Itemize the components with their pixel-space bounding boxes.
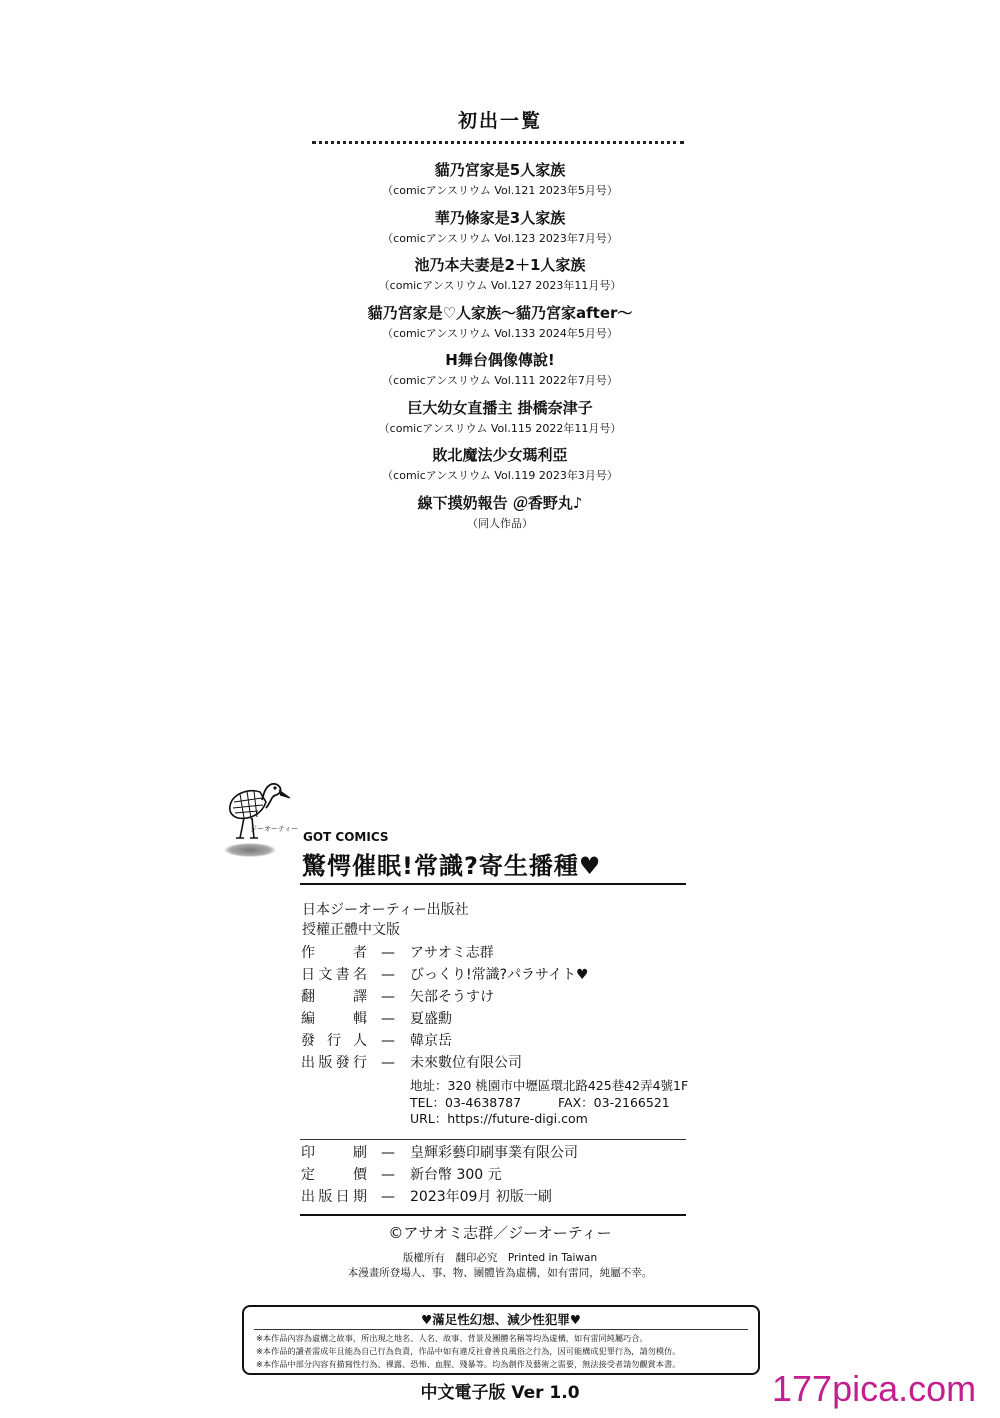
address-block bbox=[410, 1078, 688, 1128]
row-value: 夏盛勳 bbox=[410, 1011, 452, 1027]
work-title: 貓乃宮家是5人家族 bbox=[434, 161, 566, 179]
row-label: 出版日期 bbox=[301, 1189, 367, 1205]
logo-shadow bbox=[224, 843, 276, 857]
row-value: 2023年09月 初版一刷 bbox=[410, 1189, 552, 1205]
rights-block bbox=[300, 1251, 700, 1281]
list-item bbox=[300, 442, 700, 490]
book-title: 驚愕催眠!常識?寄生播種♥ bbox=[302, 852, 602, 880]
notice-divider bbox=[254, 1329, 748, 1330]
dotted-divider bbox=[312, 141, 684, 144]
works-list bbox=[300, 157, 700, 537]
row-dash: — bbox=[381, 1189, 395, 1205]
website-url: URL：https://future-digi.com bbox=[410, 1111, 588, 1126]
work-source: （同人作品） bbox=[467, 516, 533, 530]
notice-line: ※本作品的讀者需成年且能為自己行為負責，作品中如有違反社會善良風俗之行為，因可能構成犯罪行為，請勿模仿。 bbox=[256, 1346, 681, 1356]
work-source: （comicアンスリウム Vol.123 2023年7月号） bbox=[382, 231, 618, 245]
row-value: 皇輝彩藝印刷事業有限公司 bbox=[410, 1145, 578, 1161]
list-item bbox=[300, 157, 700, 205]
row-value: アサオミ志群 bbox=[410, 945, 494, 961]
row-value: 新台幣 300 元 bbox=[410, 1167, 502, 1183]
first-appearance-section bbox=[300, 106, 700, 136]
row-dash: — bbox=[381, 1033, 395, 1049]
work-title: 華乃條家是3人家族 bbox=[434, 208, 566, 227]
list-item bbox=[300, 347, 700, 395]
license-note: 授權正體中文版 bbox=[302, 922, 400, 938]
work-source: （comicアンスリウム Vol.121 2023年5月号） bbox=[382, 184, 618, 197]
first-appearance-heading: 初出一覧 bbox=[457, 110, 542, 132]
logo-label: ジーオーティー bbox=[250, 825, 299, 833]
fiction-disclaimer: 本漫畫所登場人、事、物、團體皆為虛構，如有雷同，純屬不幸。 bbox=[347, 1267, 653, 1279]
list-item bbox=[300, 300, 700, 348]
tel-number: TEL：03-4638787 bbox=[410, 1094, 522, 1110]
row-label: 翻譯 bbox=[301, 989, 367, 1005]
site-watermark: 177pica.com bbox=[772, 1368, 977, 1409]
work-title: 池乃本夫妻是2＋1人家族 bbox=[414, 256, 586, 274]
row-label: 印刷 bbox=[301, 1145, 367, 1161]
row-value: 未來數位有限公司 bbox=[410, 1055, 522, 1071]
notice-title: ♥滿足性幻想、減少性犯罪♥ bbox=[421, 1312, 581, 1327]
publisher-name: 日本ジーオーティー出版社 bbox=[302, 902, 469, 918]
notice-line: ※本作品內容為虛構之故事，所出現之地名、人名、故事、背景及團體名稱等均為虛構，如有雷同純屬巧合。 bbox=[256, 1333, 648, 1343]
row-dash: — bbox=[381, 1011, 395, 1027]
row-label: 編輯 bbox=[301, 1011, 367, 1027]
work-title: 線下摸奶報告 ＠香野丸♪ bbox=[417, 493, 583, 512]
list-item bbox=[300, 395, 700, 443]
row-label: 出版發行 bbox=[301, 1055, 367, 1071]
work-source: （comicアンスリウム Vol.133 2024年5月号） bbox=[382, 326, 618, 340]
row-value: 矢部そうすけ bbox=[410, 989, 494, 1005]
work-source: （comicアンスリウム Vol.111 2022年7月号） bbox=[382, 374, 618, 387]
row-label: 定價 bbox=[301, 1167, 367, 1183]
work-source: （comicアンスリウム Vol.119 2023年3月号） bbox=[382, 469, 618, 482]
work-title: H舞台偶像傳說! bbox=[445, 351, 555, 369]
work-title: 貓乃宮家是♡人家族～貓乃宮家after～ bbox=[367, 303, 633, 322]
row-dash: — bbox=[381, 1167, 395, 1183]
copyright-line: ©アサオミ志群／ジーオーティー bbox=[388, 1224, 612, 1242]
series-name: GOT COMICS bbox=[303, 830, 389, 844]
publisher-block bbox=[302, 900, 469, 940]
list-item bbox=[300, 205, 700, 253]
row-dash: — bbox=[381, 989, 395, 1005]
list-item bbox=[300, 490, 700, 538]
row-value: びっくり!常識?パラサイト♥ bbox=[410, 967, 589, 983]
work-title: 敗北魔法少女瑪利亞 bbox=[432, 446, 568, 464]
row-label: 日文書名 bbox=[301, 967, 367, 983]
footer-divider bbox=[300, 1214, 686, 1216]
work-source: （comicアンスリウム Vol.115 2022年11月号） bbox=[378, 421, 622, 435]
section-divider bbox=[300, 1139, 686, 1140]
row-label: 作者 bbox=[301, 945, 367, 961]
edition-version: 中文電子版 Ver 1.0 bbox=[420, 1383, 580, 1403]
row-dash: — bbox=[381, 967, 395, 983]
work-title: 巨大幼女直播主 掛橋奈津子 bbox=[407, 398, 593, 417]
rights-reserved: 版權所有 翻印必究 Printed in Taiwan bbox=[402, 1252, 598, 1264]
fax-number: FAX：03-2166521 bbox=[558, 1094, 670, 1110]
row-value: 韓京岳 bbox=[410, 1033, 452, 1049]
notice-line: ※本作品中部分內容有描寫性行為、裸露、恐怖、血腥、殘暴等。均為創作及藝術之需要，無法接受者請勿觀賞本書。 bbox=[256, 1359, 681, 1369]
work-source: （comicアンスリウム Vol.127 2023年11月号） bbox=[378, 279, 622, 292]
title-divider bbox=[300, 883, 686, 885]
list-item bbox=[300, 252, 700, 300]
row-dash: — bbox=[381, 945, 395, 961]
address-line: 地址：320 桃園市中壢區環北路425巷42弄4號1F bbox=[410, 1078, 689, 1093]
notice-lines bbox=[256, 1332, 680, 1371]
contact-line bbox=[410, 1095, 688, 1112]
row-label: 發行人 bbox=[301, 1033, 367, 1049]
row-dash: — bbox=[381, 1055, 395, 1071]
row-dash: — bbox=[381, 1145, 395, 1161]
notice-box bbox=[242, 1305, 760, 1375]
